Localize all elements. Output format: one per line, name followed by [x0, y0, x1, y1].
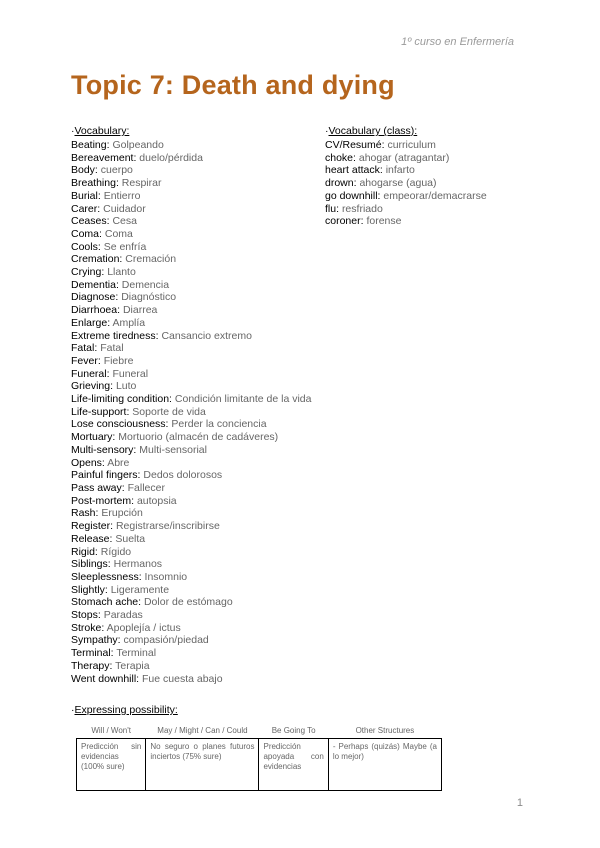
- vocab-item: [71, 546, 331, 559]
- vocab-term: go downhill:: [325, 189, 381, 202]
- vocab-item: [71, 164, 331, 177]
- vocab-translation: ahogar (atragantar): [358, 151, 450, 164]
- vocab-translation: ahogarse (agua): [359, 177, 437, 190]
- vocab-term: flu:: [325, 202, 340, 215]
- vocab-translation: Dedos dolorosos: [143, 469, 223, 482]
- column-header: Will / Won't: [77, 722, 146, 739]
- vocab-translation: Multi-sensorial: [139, 443, 207, 456]
- vocab-item: [71, 406, 331, 419]
- vocab-item: [325, 203, 545, 216]
- vocab-item: [71, 418, 331, 431]
- vocab-item: [71, 584, 331, 597]
- vocab-translation: Respirar: [121, 177, 162, 190]
- vocab-translation: Fiebre: [103, 354, 134, 367]
- vocab-item: [71, 558, 331, 571]
- vocab-translation: Se enfría: [103, 240, 147, 253]
- vocab-item: [71, 444, 331, 457]
- vocab-item: [71, 152, 331, 165]
- vocab-translation: Llanto: [107, 266, 136, 279]
- vocab-term: Sympathy:: [71, 634, 121, 647]
- vocab-item: [71, 469, 331, 482]
- bullet: ·: [71, 704, 75, 716]
- vocab-term: Pass away:: [71, 481, 125, 494]
- vocab-term: Opens:: [71, 456, 105, 469]
- vocabulary-heading-label: Vocabulary:: [74, 125, 130, 137]
- class-vocabulary-list: [325, 139, 545, 228]
- table-cell: Predicción sin evidencias (100% sure): [77, 739, 146, 791]
- vocab-translation: Luto: [115, 380, 137, 393]
- vocab-item: [71, 380, 331, 393]
- vocabulary-heading: [71, 125, 331, 138]
- vocab-item: [71, 660, 331, 673]
- vocab-term: Sleeplessness:: [71, 570, 142, 583]
- vocab-translation: Condición limitante de la vida: [174, 393, 312, 406]
- vocab-item: [71, 304, 331, 317]
- vocab-term: Funeral:: [71, 367, 110, 380]
- vocab-term: Life-support:: [71, 405, 130, 418]
- vocab-item: [71, 571, 331, 584]
- vocab-item: [71, 279, 331, 292]
- vocab-item: [71, 609, 331, 622]
- vocab-translation: Funeral: [112, 367, 149, 380]
- vocab-term: Therapy:: [71, 659, 113, 672]
- vocab-item: [71, 215, 331, 228]
- vocab-term: Multi-sensory:: [71, 443, 137, 456]
- vocab-translation: Apoplejía / ictus: [106, 621, 181, 634]
- vocab-translation: curriculum: [387, 139, 436, 151]
- column-header: Be Going To: [259, 722, 328, 739]
- vocab-translation: autopsia: [136, 494, 177, 507]
- vocab-term: Coma:: [71, 227, 102, 240]
- vocab-item: [325, 139, 545, 152]
- vocabulary-section: [71, 125, 331, 685]
- vocab-translation: Soporte de vida: [132, 405, 206, 418]
- column-header: May / Might / Can / Could: [146, 722, 259, 739]
- vocab-term: Life-limiting condition:: [71, 393, 172, 406]
- vocab-term: Siblings:: [71, 558, 111, 571]
- class-vocabulary-heading: [325, 125, 545, 138]
- vocab-translation: infarto: [385, 164, 415, 177]
- vocab-item: [71, 673, 331, 686]
- vocab-translation: Insomnio: [144, 570, 188, 583]
- vocab-translation: Cesa: [112, 215, 137, 228]
- vocab-item: [71, 431, 331, 444]
- vocab-item: [71, 241, 331, 254]
- course-header: 1º curso en Enfermería: [401, 36, 514, 48]
- vocab-translation: Amplía: [112, 316, 146, 329]
- bullet: ·: [325, 125, 329, 137]
- vocab-translation: Diagnóstico: [121, 291, 177, 304]
- vocab-item: [71, 342, 331, 355]
- vocab-item: [325, 164, 545, 177]
- vocab-term: Fever:: [71, 354, 101, 367]
- vocab-translation: Terapia: [115, 659, 150, 672]
- vocab-item: [71, 190, 331, 203]
- vocab-translation: Diarrea: [122, 304, 158, 317]
- vocab-term: drown:: [325, 177, 357, 190]
- vocab-item: [71, 457, 331, 470]
- vocabulary-list: [71, 139, 331, 685]
- vocab-item: [71, 177, 331, 190]
- table-row: [77, 739, 442, 791]
- vocab-term: Carer:: [71, 202, 101, 215]
- vocab-translation: Fallecer: [127, 481, 165, 494]
- vocab-term: Cremation:: [71, 253, 123, 266]
- vocab-term: Stroke:: [71, 621, 105, 634]
- vocab-term: Extreme tiredness:: [71, 329, 159, 342]
- vocab-term: coroner:: [325, 215, 364, 228]
- vocab-translation: Fatal: [100, 342, 124, 355]
- vocab-term: CV/Resumé:: [325, 139, 385, 151]
- vocab-term: Register:: [71, 520, 114, 533]
- class-vocabulary-heading-label: Vocabulary (class):: [328, 125, 418, 137]
- vocab-translation: Cansancio extremo: [161, 329, 252, 342]
- vocab-item: [71, 291, 331, 304]
- vocab-item: [325, 215, 545, 228]
- vocab-term: choke:: [325, 151, 356, 164]
- vocab-term: Stops:: [71, 609, 101, 622]
- vocab-item: [71, 317, 331, 330]
- vocab-translation: Demencia: [121, 278, 170, 291]
- vocab-item: [71, 596, 331, 609]
- vocab-translation: Suelta: [115, 532, 146, 545]
- vocab-term: Post-mortem:: [71, 494, 135, 507]
- vocab-translation: Rígido: [100, 545, 132, 558]
- vocab-term: Release:: [71, 532, 113, 545]
- vocab-item: [71, 507, 331, 520]
- vocab-item: [71, 355, 331, 368]
- possibility-heading: [71, 704, 178, 716]
- vocab-term: Diarrhoea:: [71, 304, 121, 317]
- possibility-table: [76, 722, 442, 791]
- vocab-term: Went downhill:: [71, 672, 140, 685]
- vocab-item: [71, 647, 331, 660]
- vocab-translation: Registrarse/inscribirse: [115, 520, 220, 533]
- vocab-term: Cools:: [71, 240, 101, 253]
- vocab-term: Diagnose:: [71, 291, 119, 304]
- possibility-heading-label: Expressing possibility:: [74, 704, 178, 716]
- vocab-term: Grieving:: [71, 380, 114, 393]
- vocab-term: Dementia:: [71, 278, 119, 291]
- vocab-term: Bereavement:: [71, 151, 137, 164]
- table-cell: Predicción apoyada con evidencias: [259, 739, 328, 791]
- vocab-term: Painful fingers:: [71, 469, 141, 482]
- vocab-translation: Entierro: [103, 189, 141, 202]
- vocab-translation: Dolor de estómago: [143, 596, 233, 609]
- vocab-translation: Perder la conciencia: [171, 418, 267, 431]
- vocab-item: [325, 152, 545, 165]
- vocab-translation: empeorar/demacrarse: [383, 189, 487, 202]
- column-header: Other Structures: [328, 722, 441, 739]
- vocab-translation: Ligeramente: [110, 583, 170, 596]
- vocab-translation: Golpeando: [112, 139, 164, 151]
- vocab-item: [71, 253, 331, 266]
- vocab-translation: Cuidador: [103, 202, 146, 215]
- vocab-translation: Erupción: [101, 507, 143, 520]
- vocab-item: [71, 520, 331, 533]
- table-cell: - Perhaps (quizás) Maybe (a lo mejor): [328, 739, 441, 791]
- vocab-term: Body:: [71, 164, 98, 177]
- vocab-term: Burial:: [71, 189, 101, 202]
- vocab-term: Mortuary:: [71, 431, 116, 444]
- vocab-translation: Paradas: [103, 609, 143, 622]
- vocab-item: [71, 139, 331, 152]
- vocab-translation: Mortuorio (almacén de cadáveres): [118, 431, 279, 444]
- vocab-translation: cuerpo: [100, 164, 133, 177]
- vocab-item: [71, 266, 331, 279]
- page-title: Topic 7: Death and dying: [71, 70, 395, 100]
- vocab-item: [71, 228, 331, 241]
- vocab-item: [71, 203, 331, 216]
- vocab-term: Lose consciousness:: [71, 418, 169, 431]
- vocab-term: Slightly:: [71, 583, 108, 596]
- vocab-translation: Coma: [104, 227, 133, 240]
- vocab-translation: duelo/pérdida: [139, 151, 203, 164]
- table-cell: No seguro o planes futuros inciertos (75% sure): [146, 739, 259, 791]
- vocab-translation: Abre: [107, 456, 130, 469]
- vocab-term: Rash:: [71, 507, 99, 520]
- vocab-item: [71, 330, 331, 343]
- vocab-translation: Hermanos: [113, 558, 163, 571]
- vocab-translation: forense: [366, 215, 402, 228]
- vocab-term: Fatal:: [71, 342, 98, 355]
- vocab-term: Beating:: [71, 139, 110, 151]
- vocab-item: [71, 622, 331, 635]
- vocab-item: [325, 190, 545, 203]
- vocab-item: [71, 482, 331, 495]
- vocab-item: [71, 393, 331, 406]
- vocab-item: [71, 368, 331, 381]
- vocab-term: Stomach ache:: [71, 596, 142, 609]
- vocab-item: [71, 533, 331, 546]
- vocab-translation: Cremación: [125, 253, 177, 266]
- vocab-item: [71, 634, 331, 647]
- bullet: ·: [71, 125, 75, 137]
- vocab-item: [71, 495, 331, 508]
- vocab-term: Ceases:: [71, 215, 110, 228]
- vocab-translation: resfriado: [341, 202, 383, 215]
- vocab-translation: Fue cuesta abajo: [142, 672, 223, 685]
- vocab-term: Breathing:: [71, 177, 119, 190]
- vocab-term: Rigid:: [71, 545, 98, 558]
- page-number: 1: [516, 797, 523, 809]
- class-vocabulary-section: [325, 125, 545, 228]
- vocab-term: Crying:: [71, 266, 105, 279]
- vocab-item: [325, 177, 545, 190]
- vocab-translation: compasión/piedad: [123, 634, 209, 647]
- vocab-translation: Terminal: [116, 647, 157, 660]
- vocab-term: Terminal:: [71, 647, 114, 660]
- vocab-term: Enlarge:: [71, 316, 111, 329]
- vocab-term: heart attack:: [325, 164, 383, 177]
